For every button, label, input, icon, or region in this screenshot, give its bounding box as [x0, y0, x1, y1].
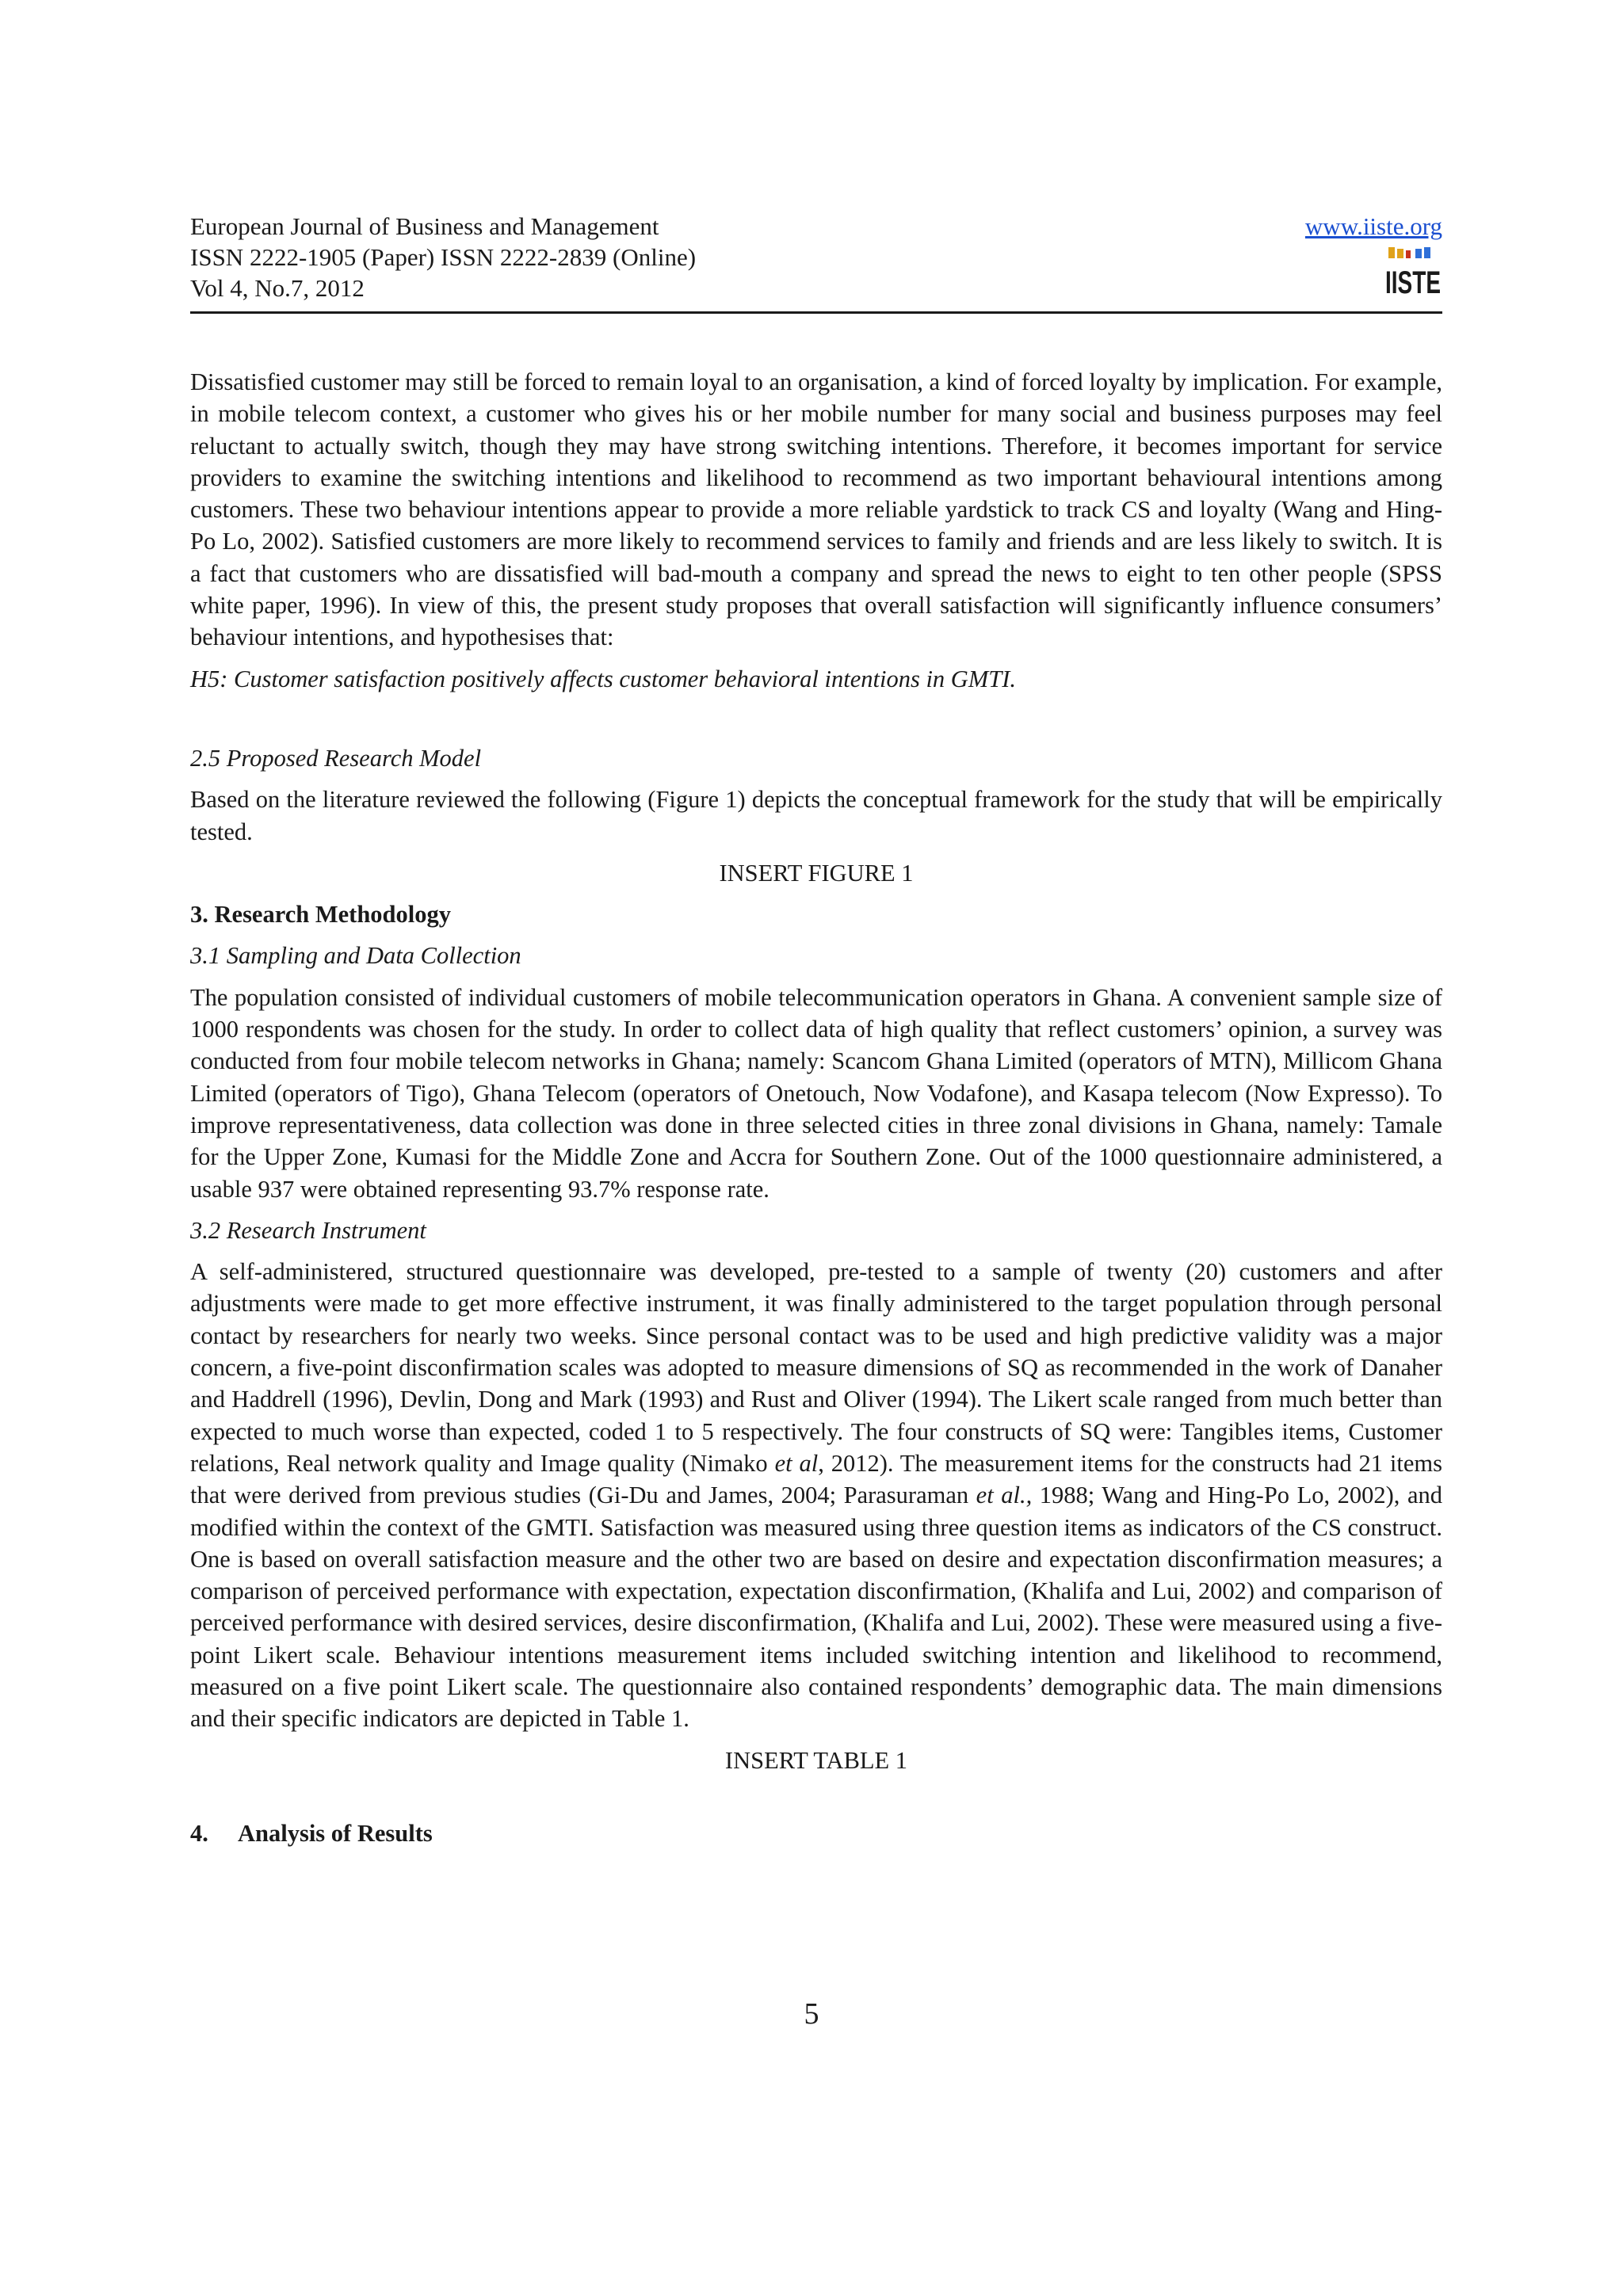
insert-table-placeholder: INSERT TABLE 1: [724, 1746, 908, 1774]
journal-info: [190, 211, 696, 303]
section-4-heading: [190, 1817, 1442, 1849]
instrument-text-a: A self-administered, structured questionnaire was developed, pre-tested to a sample of twenty (20) customers and after adjustments were made to get more effective instrument, it was finally administered to the target population through personal contact by researchers for nearly two weeks. Since personal contact was to be used and high predictive validity was a major concern, a five-point disconfirmation scales was adopted to measure dimensions of SQ as recommended in the work of Danaher and Haddrell (1996), Devlin, Dong and Mark (1993) and Rust and Oliver (1994). The Likert scale ranged from much better than expected to much worse than expected, coded 1 to 5 respectively. The four constructs of SQ were: Tangibles items, Customer relations, Real network quality and Image quality (Nimako: [190, 1258, 1442, 1477]
subsection-2-5-heading: 2.5 Proposed Research Model: [190, 744, 482, 772]
page-number: 5: [804, 1997, 819, 2031]
journal-issn: ISSN 2222-1905 (Paper) ISSN 2222-2839 (Online): [190, 243, 697, 271]
paragraph-instrument: [190, 1256, 1442, 1734]
paragraph-research-model: Based on the literature reviewed the following (Figure 1) depicts the conceptual framework for the study that will be empirically tested.: [190, 786, 1442, 845]
hypothesis-h5: H5: Customer satisfaction positively affects customer behavioral intentions in GMTI.: [190, 665, 1016, 692]
article-body: [190, 366, 1442, 1849]
instrument-text-c: 1988; Wang and Hing-Po Lo, 2002), and modified within the context of the GMTI. Satisfaction was measured using three question items as indicators of the CS construct. One is based on overall satisfaction measure and the other two are based on desire and expectation disconfirmation measures; a comparison of perceived performance with expectation, expectation disconfirmation, (Khalifa and Lui, 2002) and comparison of perceived performance with desired services, desire disconfirmation, (Khalifa and Lui, 2002). These were measured using a five-point Likert scale. Behaviour intentions measurement items included switching intention and likelihood to recommend, measured on a five point Likert scale. The questionnaire also contained respondents’ demographic data. The main dimensions and their specific indicators are depicted in Table 1.: [190, 1482, 1442, 1733]
insert-figure-placeholder: INSERT FIGURE 1: [719, 859, 914, 887]
header-divider: [190, 311, 1442, 314]
section-4-title: Analysis of Results: [238, 1819, 433, 1847]
instrument-etal-2: et al.,: [976, 1482, 1033, 1509]
iiste-logo: [1384, 246, 1442, 298]
journal-title: European Journal of Business and Management: [190, 212, 659, 240]
subsection-3-1-heading: 3.1 Sampling and Data Collection: [190, 942, 521, 970]
subsection-3-2-heading: 3.2 Research Instrument: [190, 1216, 426, 1244]
paragraph-sampling: The population consisted of individual customers of mobile telecommunication operators in Ghana. A convenient sample size of 1000 respondents was chosen for the study. In order to collect data of high quality that reflect customers’ opinion, a survey was conducted from four mobile telecom networks in Ghana; namely: Scancom Ghana Limited (operators of MTN), Millicom Ghana Limited (operators of Tigo), Ghana Telecom (operators of Onetouch, Now Vodafone), and Kasapa telecom (Now Expresso). To improve representativeness, data collection was done in three selected cities in three zonal divisions in Ghana, namely: Tamale for the Upper Zone, Kumasi for the Middle Zone and Accra for Southern Zone. Out of the 1000 questionnaire administered, a usable 937 were obtained representing 93.7% response rate.: [190, 983, 1442, 1203]
journal-url-link[interactable]: www.iiste.org: [1304, 212, 1442, 240]
section-4-number: 4.: [190, 1819, 208, 1847]
instrument-etal-1: et al: [774, 1449, 819, 1477]
logo-text: IISTE: [1385, 265, 1441, 300]
page-header: [190, 211, 1442, 314]
instrument-text-b: , 2012). The measurement items for the constructs had 21 items that were derived from previous studies (Gi-Du and James, 2004; Parasuraman: [190, 1449, 1442, 1509]
paragraph-forced-loyalty: Dissatisfied customer may still be forced to remain loyal to an organisation, a kind of forced loyalty by implication. For example, in mobile telecom context, a customer who gives his or her mobile number for many social and business purposes may feel reluctant to actually switch, though they may have strong switching intentions. Therefore, it becomes important for service providers to examine the switching intentions and likelihood to recommend as two important behavioural intentions among customers. These two behaviour intentions appear to provide a more reliable yardstick to track CS and loyalty (Wang and Hing-Po Lo, 2002). Satisfied customers are more likely to recommend services to family and friends and are less likely to switch. It is a fact that customers who are dissatisfied will bad-mouth a company and spread the news to eight to ten other people (SPSS white paper, 1996). In view of this, the present study proposes that overall satisfaction will significantly influence consumers’ behaviour intentions, and hypothesises that:: [190, 368, 1442, 651]
section-3-heading: 3. Research Methodology: [190, 901, 451, 929]
journal-volume: Vol 4, No.7, 2012: [190, 274, 365, 302]
